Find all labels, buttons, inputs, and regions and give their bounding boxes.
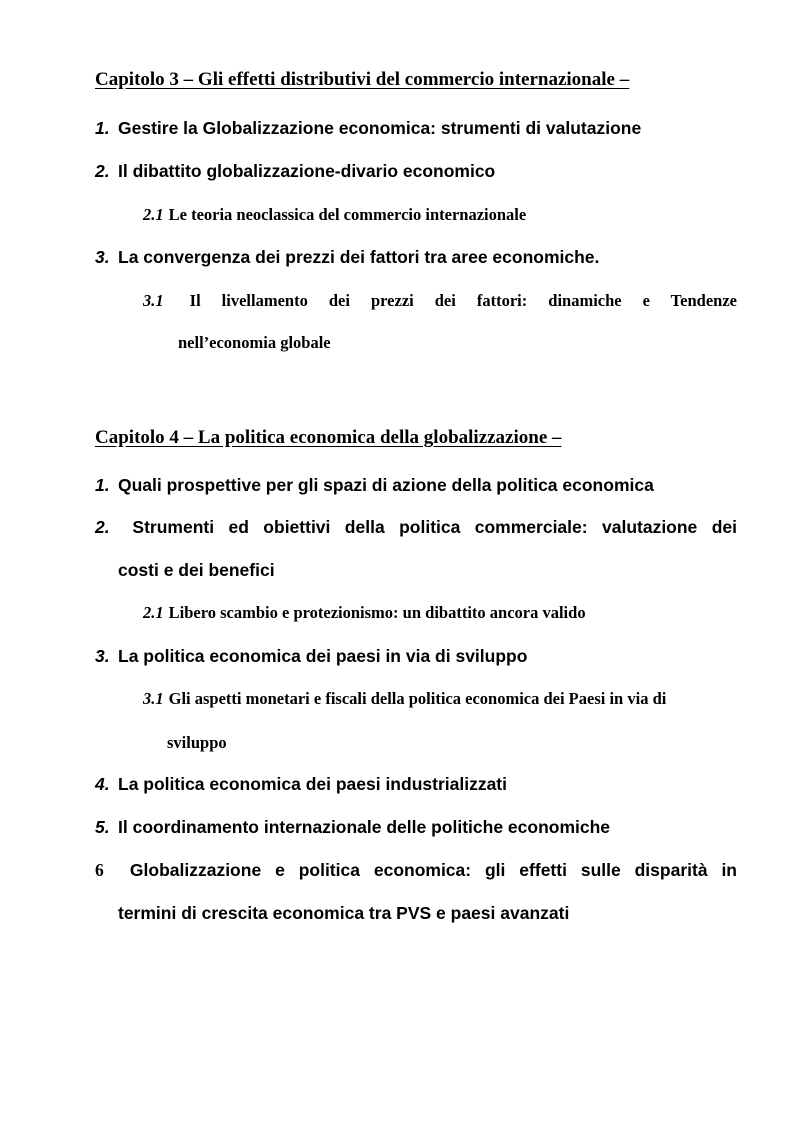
section-title: Globalizzazione e politica economica: gli effetti sulle disparità in <box>129 860 737 880</box>
section-title: Il coordinamento internazionale delle politiche economiche <box>118 817 611 837</box>
section-number: 1. <box>95 118 110 138</box>
ch4-subsection-3-1-line2: sviluppo <box>167 733 227 752</box>
section-title: La politica economica dei paesi industrializzati <box>118 774 507 794</box>
subsection-number: 3.1 <box>143 689 164 708</box>
section-title: Quali prospettive per gli spazi di azione della politica economica <box>118 475 654 495</box>
section-title: La convergenza dei prezzi dei fattori tra aree economiche. <box>118 247 600 267</box>
section-title: Gestire la Globalizzazione economica: strumenti di valutazione <box>118 118 642 138</box>
subsection-title: Le teoria neoclassica del commercio internazionale <box>168 205 527 224</box>
subsection-number: 3.1 <box>143 291 164 310</box>
section-title: Strumenti ed obiettivi della politica commerciale: valutazione dei <box>132 517 737 537</box>
ch3-subsection-2-1 <box>143 205 526 225</box>
subsection-title: Libero scambio e protezionismo: un dibattito ancora valido <box>168 603 586 622</box>
ch4-section-2-line1 <box>95 517 737 538</box>
ch3-section-1 <box>95 118 641 139</box>
section-number: 3. <box>95 646 110 666</box>
ch3-subsection-3-1-line1 <box>143 291 737 311</box>
ch3-subsection-3-1-line2: nell’economia globale <box>178 333 331 352</box>
section-number: 4. <box>95 774 110 794</box>
ch4-section-3 <box>95 646 527 667</box>
ch3-section-2 <box>95 161 495 182</box>
section-title: La politica economica dei paesi in via di sviluppo <box>118 646 528 666</box>
section-number: 5. <box>95 817 110 837</box>
subsection-title: Il livellamento dei prezzi dei fattori: dinamiche e Tendenze <box>189 291 737 310</box>
ch4-subsection-2-1 <box>143 603 586 623</box>
subsection-number: 2.1 <box>143 205 164 224</box>
ch4-section-2-line2: costi e dei benefici <box>118 560 275 580</box>
ch3-section-3 <box>95 247 599 268</box>
ch4-section-6-line2: termini di crescita economica tra PVS e paesi avanzati <box>118 903 570 923</box>
subsection-number: 2.1 <box>143 603 164 622</box>
section-title: Il dibattito globalizzazione-divario economico <box>118 161 496 181</box>
chapter-4-title: Capitolo 4 – La politica economica della globalizzazione – <box>95 427 562 448</box>
section-number: 2. <box>95 517 110 537</box>
ch4-section-5 <box>95 817 610 838</box>
section-number: 6 <box>95 860 104 880</box>
section-number: 2. <box>95 161 110 181</box>
section-number: 3. <box>95 247 110 267</box>
ch4-section-4 <box>95 774 507 795</box>
ch4-section-1 <box>95 475 654 496</box>
ch4-subsection-3-1-line1 <box>143 689 666 709</box>
section-number: 1. <box>95 475 110 495</box>
subsection-title: Gli aspetti monetari e fiscali della politica economica dei Paesi in via di <box>168 689 667 708</box>
ch4-section-6-line1 <box>95 860 737 881</box>
chapter-3-title: Capitolo 3 – Gli effetti distributivi del commercio internazionale – <box>95 69 630 90</box>
